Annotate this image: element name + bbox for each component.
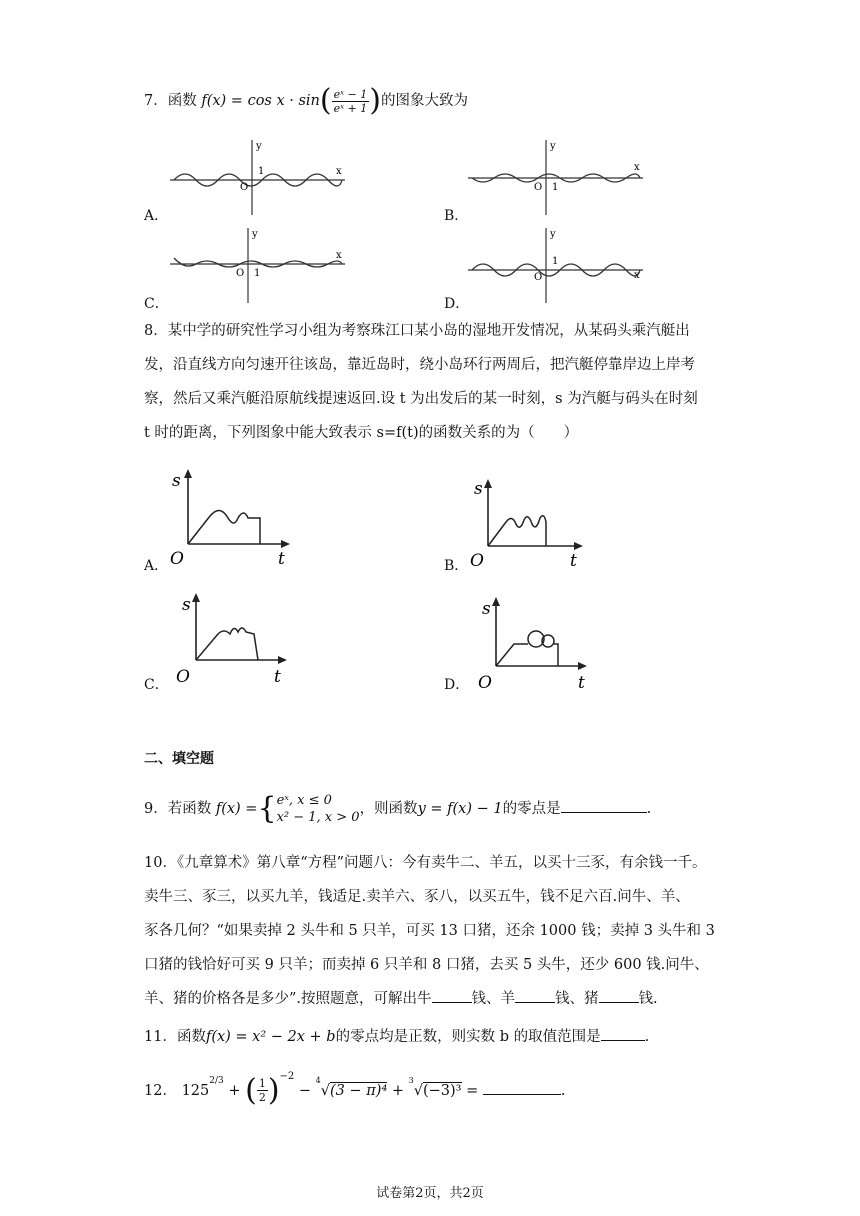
option-b-label: B． xyxy=(444,208,469,224)
formula: f(x) = cos x · sin xyxy=(201,93,320,109)
q7-graph-b xyxy=(468,140,648,216)
svg-text:t: t xyxy=(578,673,585,692)
radical-4: √(3 − π)⁴ xyxy=(320,1082,388,1099)
question-11-stem: 11．函数f(x) = x² − 2x + b的零点均是正数，则实数 b 的取值范围是 . xyxy=(144,1022,724,1052)
term-125: $125^{2/3}$ xyxy=(181,1076,224,1099)
svg-text:y: y xyxy=(256,141,262,152)
svg-text:t: t xyxy=(278,549,285,569)
question-12-stem: 12． $125^{2/3}$ + ( $\frac{1}{2}$ )$^{-2}$ − $^4$√(3 − π)⁴ + $^3$√(−3)³ = . xyxy=(144,1071,566,1108)
answer-blank-cow[interactable] xyxy=(432,988,472,1003)
svg-text:O: O xyxy=(534,182,543,193)
answer-blank-sheep[interactable] xyxy=(515,988,555,1003)
question-10-line-3: 豕各几何？“如果卖掉 2 头牛和 5 只羊，可买 13 口猪，还余 1000 钱；卖掉 3 头牛和 3 xyxy=(144,923,715,939)
fraction: $\frac{\text{eˣ − 1}}{\text{eˣ + 1}}$ xyxy=(333,87,368,115)
radical-3: √(−3)³ xyxy=(413,1082,462,1099)
answer-blank[interactable] xyxy=(601,1026,645,1041)
svg-text:x: x xyxy=(336,250,342,261)
fraction-half: $\frac{1}{2}$ xyxy=(258,1077,266,1105)
question-10-line-1: 10．《九章算术》第八章“方程”问题八：今有卖牛二、羊五，以买十三豕，有余钱一千。 xyxy=(144,855,707,871)
formula: f(x) = x² − 2x + b xyxy=(205,1029,336,1045)
svg-text:t: t xyxy=(570,551,577,571)
option-a-label: A． xyxy=(144,558,169,574)
question-number: 11． xyxy=(144,1029,177,1045)
svg-text:O: O xyxy=(534,272,543,283)
piecewise-cases: eˣ, x ≤ 0 x² − 1, x > 0 xyxy=(276,793,360,825)
question-8-line-2: 发，沿直线方向匀速开往该岛，靠近岛时，绕小岛环行两周后，把汽艇停靠岸边上岸考 xyxy=(144,357,695,373)
svg-text:O: O xyxy=(236,268,245,279)
svg-text:s: s xyxy=(182,595,191,615)
question-number: 12． xyxy=(144,1082,177,1099)
svg-text:y: y xyxy=(550,229,556,240)
question-8-line-4: t 时的距离，下列图象中能大致表示 s=f(t)的函数关系的为（ ） xyxy=(144,425,579,441)
q8-graph-c xyxy=(168,588,298,688)
option-c-label: C． xyxy=(144,296,169,312)
option-a-label: A． xyxy=(144,208,169,224)
svg-text:1: 1 xyxy=(552,256,559,267)
svg-text:O: O xyxy=(176,667,190,687)
svg-text:O: O xyxy=(478,673,492,692)
question-10-line-5: 羊、猪的价格各是多少”.按照题意，可解出牛 钱、羊 钱、猪 钱. xyxy=(144,984,724,1014)
question-7-stem xyxy=(144,83,468,118)
q7-graph-c xyxy=(170,228,350,304)
question-number: 9． xyxy=(144,801,168,817)
svg-text:O: O xyxy=(240,182,249,193)
svg-text:1: 1 xyxy=(254,268,261,279)
question-number: 7． xyxy=(144,93,168,109)
answer-blank[interactable] xyxy=(561,798,647,813)
answer-blank[interactable] xyxy=(483,1080,561,1095)
question-10-line-2: 卖牛三、豕三，以买九羊，钱适足.卖羊六、豕八，以买五牛，钱不足六百.问牛、羊、 xyxy=(144,889,690,905)
option-c-label: C． xyxy=(144,677,169,693)
question-text: 的图象大致为 xyxy=(380,93,468,109)
question-text: 函数 xyxy=(167,93,197,109)
option-d-label: D． xyxy=(444,296,470,312)
q7-graph-d xyxy=(468,228,648,304)
svg-text:O: O xyxy=(170,549,184,569)
answer-blank-pig[interactable] xyxy=(599,988,639,1003)
question-number: 10． xyxy=(144,855,177,871)
q8-graph-d xyxy=(466,592,596,692)
svg-text:x: x xyxy=(336,166,342,177)
option-b-label: B． xyxy=(444,558,469,574)
section-heading: 二、填空题 xyxy=(144,751,214,767)
svg-text:s: s xyxy=(474,479,483,499)
paren-left: ( xyxy=(319,83,332,118)
svg-text:y: y xyxy=(550,141,556,152)
svg-text:x: x xyxy=(634,270,640,281)
svg-text:s: s xyxy=(172,471,181,491)
option-d-label: D． xyxy=(444,677,470,693)
page-footer: 试卷第2页，共2页 xyxy=(376,1186,484,1201)
svg-text:s: s xyxy=(482,599,491,619)
svg-text:1: 1 xyxy=(552,182,559,193)
paren-right: ) xyxy=(369,83,381,118)
question-9-stem: 9．若函数 f(x) ={ eˣ, x ≤ 0 x² − 1, x > 0 ，则函数y = f(x) − 1的零点是 . xyxy=(144,791,652,826)
question-10-line-4: 口猪的钱恰好可买 9 只羊；而卖掉 6 只羊和 8 口猪，去买 5 头牛，还少 600 钱.问牛、 xyxy=(144,957,709,973)
q8-graph-a xyxy=(168,466,298,572)
q8-graph-b xyxy=(466,476,596,572)
question-8-line-1: 8．某中学的研究性学习小组为考察珠江口某小岛的湿地开发情况，从某码头乘汽艇出 xyxy=(144,323,690,339)
svg-text:t: t xyxy=(274,667,281,687)
svg-text:y: y xyxy=(252,229,258,240)
brace: { xyxy=(257,791,277,826)
question-number: 8． xyxy=(144,323,168,339)
question-8-line-3: 察，然后又乘汽艇沿原航线提速返回.设 t 为出发后的某一时刻，s 为汽艇与码头在时刻 xyxy=(144,391,698,407)
svg-text:1: 1 xyxy=(258,166,265,177)
q7-graph-a xyxy=(170,140,350,216)
svg-text:O: O xyxy=(470,551,484,571)
svg-text:x: x xyxy=(634,162,640,173)
